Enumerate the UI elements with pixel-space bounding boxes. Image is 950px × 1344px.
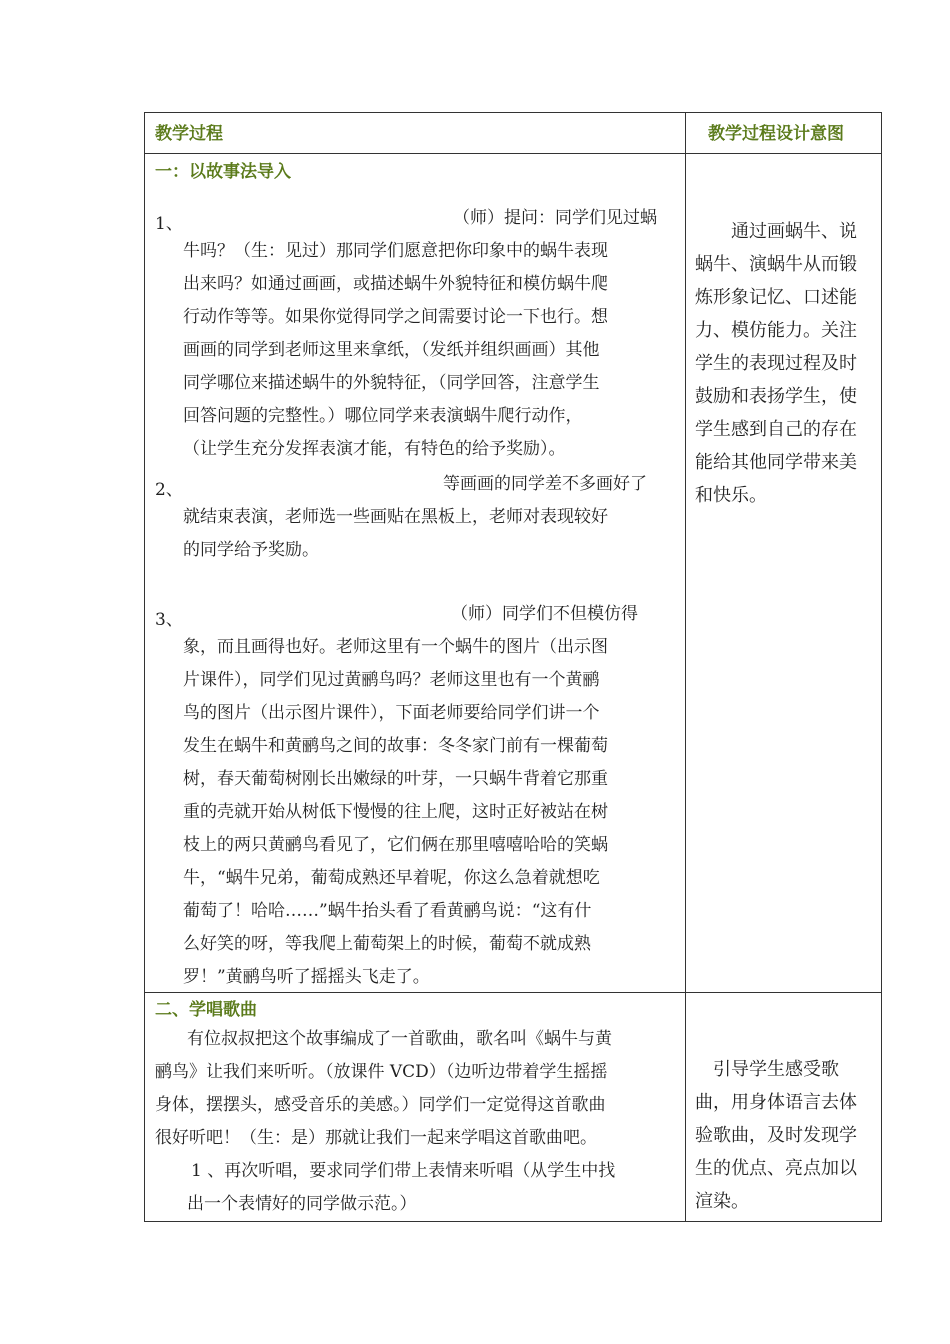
item-lead: （师）同学们不但模仿得 [451,604,638,624]
text-line: 重的壳就开始从树低下慢慢的往上爬，这时正好被站在树 [183,802,608,822]
item-number: 3、 [155,610,183,630]
text-line: 鸟的图片（出示图片课件），下面老师要给同学们讲一个 [183,703,600,723]
text-line: 象，而且画得也好。老师这里有一个蜗牛的图片（出示图 [183,637,608,657]
text-line: 就结束表演，老师选一些画贴在黑板上，老师对表现较好 [183,507,608,527]
lesson-table [144,112,882,1222]
column-divider [685,113,686,1221]
text-line: 树，春天葡萄树刚长出嫩绿的叶芽，一只蜗牛背着它那重 [183,769,608,789]
section1-design-note [695,215,857,512]
header-design-intent: 教学过程设计意图 [708,124,844,144]
text-line: 引导学生感受歌 [713,1059,839,1080]
text-line: 很好听吧！（生：是）那就让我们一起来学唱这首歌曲吧。 [155,1128,597,1148]
text-line: 能给其他同学带来美 [695,452,857,473]
text-line: 学生感到自己的存在 [695,419,857,440]
item-number: 2、 [155,480,183,500]
text-line: 鹂鸟》让我们来听听。（放课件 VCD）（边听边带着学生摇摇 [155,1062,608,1082]
text-line: 曲，用身体语言去体 [695,1092,857,1113]
text-line: 么好笑的呀，等我爬上葡萄架上的时候，葡萄不就成熟 [183,934,591,954]
item-lead: 等画画的同学差不多画好了 [443,474,647,494]
text-line: 罗！”黄鹂鸟听了摇摇头飞走了。 [183,967,430,987]
item-lead: （师）提问：同学们见过蜗 [453,208,657,228]
text-line: 生的优点、亮点加以 [695,1158,857,1179]
text-line: 渲染。 [695,1191,749,1212]
text-line: 牛吗？（生：见过）那同学们愿意把你印象中的蜗牛表现 [183,241,608,261]
text-line: 牛，“蜗牛兄弟，葡萄成熟还早着呢，你这么急着就想吃 [183,868,600,888]
header-divider [145,153,881,154]
text-line: 鼓励和表扬学生，使 [695,386,857,407]
text-line: 同学哪位来描述蜗牛的外貌特征，（同学回答，注意学生 [183,373,600,393]
text-line: 的同学给予奖励。 [183,540,319,560]
text-line: 通过画蜗牛、说 [731,221,857,242]
section2-title: 二、学唱歌曲 [155,1000,257,1020]
section2-design-note [695,1053,857,1218]
item-1-body [183,235,608,466]
text-line: 片课件），同学们见过黄鹂鸟吗？老师这里也有一个黄鹂 [183,670,600,690]
text-line: 出来吗？如通过画画，或描述蜗牛外貌特征和模仿蜗牛爬 [183,274,608,294]
text-line: 验歌曲，及时发现学 [695,1125,857,1146]
text-line: 有位叔叔把这个故事编成了一首歌曲，歌名叫《蜗牛与黄 [187,1029,612,1049]
text-line: 身体，摆摆头，感受音乐的美感。）同学们一定觉得这首歌曲 [155,1095,606,1115]
text-line: 和快乐。 [695,485,767,506]
text-line: 枝上的两只黄鹂鸟看见了，它们俩在那里嘻嘻哈哈的笑蜗 [183,835,608,855]
header-process: 教学过程 [155,124,223,144]
text-line: 蜗牛、演蜗牛从而锻 [695,254,857,275]
text-line: 回答问题的完整性。）哪位同学来表演蜗牛爬行动作， [183,406,583,426]
item-3-body [183,631,608,994]
text-line: 学生的表现过程及时 [695,353,857,374]
text-line: 出一个表情好的同学做示范。） [187,1194,417,1214]
item-2-body [183,501,608,567]
text-line: 行动作等等。如果你觉得同学之间需要讨论一下也行。想 [183,307,608,327]
section1-title: 一：以故事法导入 [155,162,291,182]
text-line: 葡萄了！哈哈……”蜗牛抬头看了看黄鹂鸟说：“这有什 [183,901,592,921]
text-line: 力、模仿能力。关注 [695,320,857,341]
text-line: 发生在蜗牛和黄鹂鸟之间的故事：冬冬家门前有一棵葡萄 [183,736,608,756]
text-line: （让学生充分发挥表演才能，有特色的给予奖励）。 [183,439,566,459]
text-line: 炼形象记忆、口述能 [695,287,857,308]
text-line: 画画的同学到老师这里来拿纸，（发纸并组织画画）其他 [183,340,600,360]
text-line: 1 、再次听唱，要求同学们带上表情来听唱（从学生中找 [191,1161,616,1181]
item-number: 1、 [155,214,183,234]
section2-body [155,1023,615,1221]
